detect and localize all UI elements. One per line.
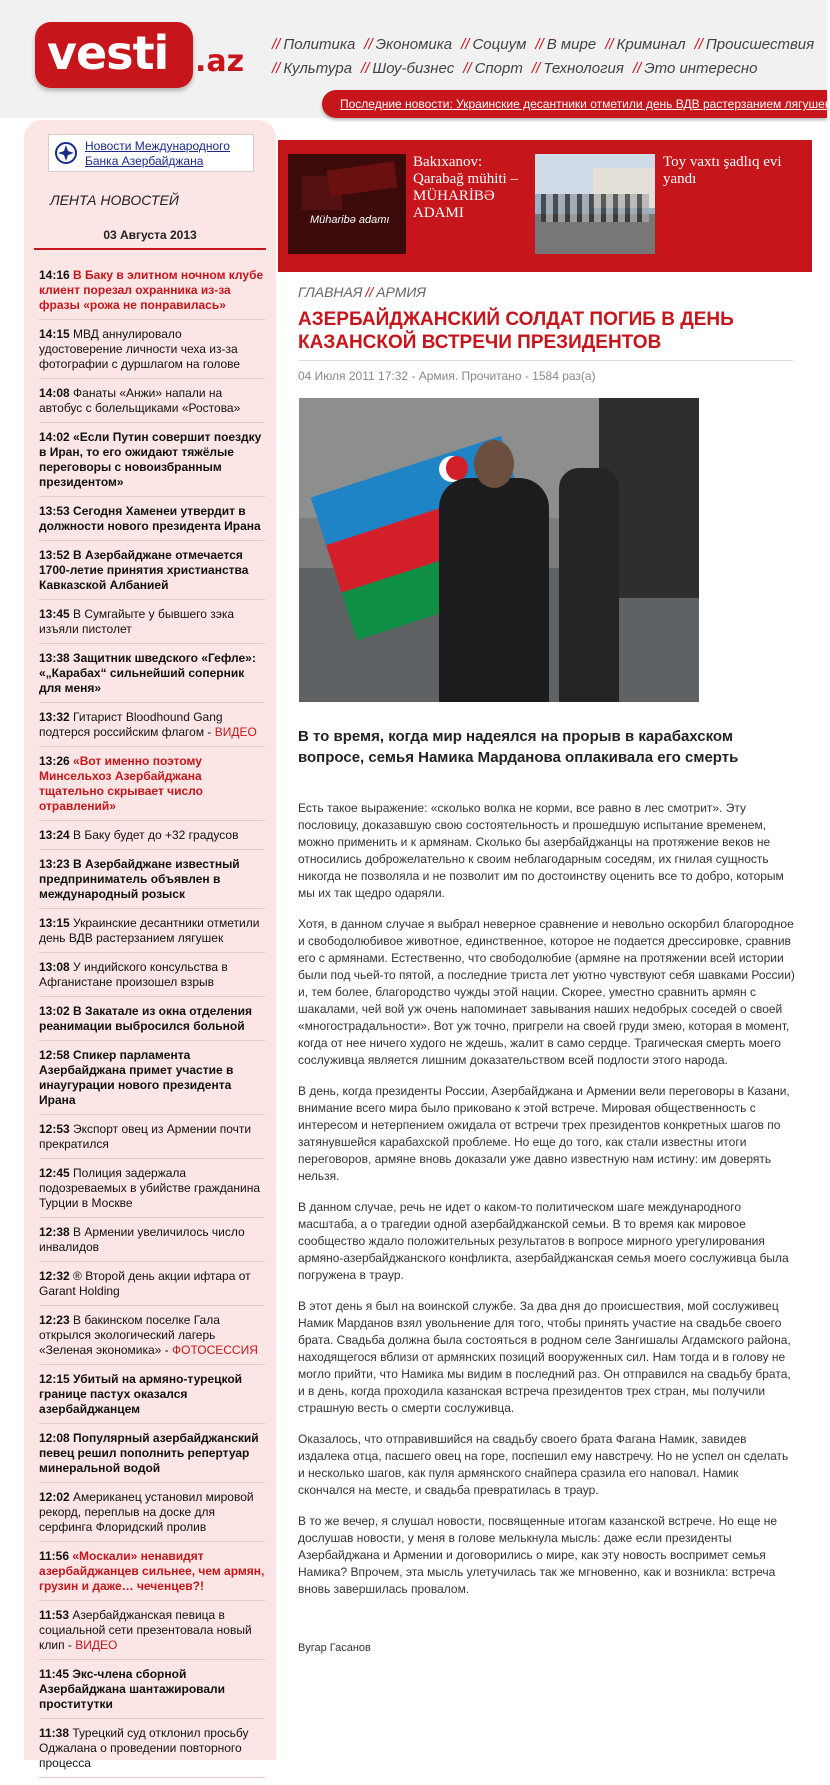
news-headline[interactable]: Азербайджанская певица в социальной сети презентовала новый клип - [39, 1608, 252, 1652]
news-time: 12:08 [39, 1431, 70, 1445]
nav-link[interactable] [605, 36, 685, 60]
news-feed-date: 03 Августа 2013 [103, 228, 197, 242]
ticker-link[interactable]: Последние новости: Украинские десантники отметили день ВДВ растерзанием лягушек [340, 97, 830, 111]
nav-separator: // [535, 36, 544, 53]
news-time: 12:58 [39, 1048, 70, 1062]
news-feed-item[interactable] [39, 1048, 265, 1115]
news-headline[interactable]: В Сумгайыте у бывшего зэка изъяли пистолет [39, 607, 235, 636]
news-headline[interactable]: В бакинском поселке Гала открылся экологический лагерь «Зеленая экономика» - [39, 1313, 220, 1357]
nav-link-label: Экономика [375, 36, 453, 53]
divider [298, 360, 793, 361]
article-paragraph: В день, когда президенты России, Азербайджана и Армении вели переговоры в Казани, внимание всего мира было приковано к этой встрече. Мировая общественность с интересом и нетерпением ожидала от встречи трех президентов конкретных шагов по затянувшейся карабахской проблеме. Но еще до того, как стали известны итоги переговоров, армяне вновь доказали уже давно известную нам истину: им доверять нельзя. [298, 1084, 790, 1183]
news-feed-item[interactable] [39, 548, 265, 600]
breadcrumb-separator: // [365, 284, 374, 300]
news-headline[interactable]: Спикер парламента Азербайджана примет участие в инаугурации нового президента Ирана [39, 1048, 234, 1107]
news-time: 13:45 [39, 607, 70, 621]
news-headline[interactable]: ® Второй день акции ифтара от Garant Holding [39, 1269, 251, 1298]
logo-badge [35, 22, 193, 88]
news-feed-item[interactable] [39, 857, 265, 909]
news-feed-list [39, 268, 265, 1785]
divider [34, 248, 266, 250]
news-time: 13:02 [39, 1004, 70, 1018]
breaking-news-ticker [322, 90, 830, 118]
news-time: 13:15 [39, 916, 70, 930]
nav-separator: // [272, 60, 281, 77]
news-media-tag[interactable]: ВИДЕО [75, 1638, 118, 1652]
news-headline[interactable]: У индийского консульства в Афганистане произошел взрыв [39, 960, 228, 989]
news-feed-item[interactable] [39, 607, 265, 644]
article-paragraph: В этот день я был на воинской службе. За два дня до происшествия, мой сослуживец Намик Марданов взял увольнение для того, чтобы принять участие на свадьбе своего брата. Свадьба должна была состояться в родном селе Зангишалы Агдамского района, находящегося вблизи от армянских позиций вооруженных сил. Нам тогда и в голову не могло прийти, что Намика мы видим в последний раз. Он отправился на свадьбу брата, и в день, когда проходила казанская встреча президентов трех стран, мы получили страшную весть о смерти сослуживца. [298, 1299, 791, 1415]
nav-link-label: В мире [546, 36, 597, 53]
nav-separator: // [272, 36, 281, 53]
news-feed-item[interactable] [39, 1269, 265, 1306]
news-time: 13:08 [39, 960, 70, 974]
news-headline[interactable]: Популярный азербайджанский певец решил пополнить репертуар минеральной водой [39, 1431, 259, 1475]
news-headline[interactable]: В Баку в элитном ночном клубе клиент порезал охранника из-за фразы «рожа не понравилась» [39, 268, 264, 312]
news-time: 14:08 [39, 386, 70, 400]
nav-separator: // [361, 60, 370, 77]
article-title: АЗЕРБАЙДЖАНСКИЙ СОЛДАТ ПОГИБ В ДЕНЬ КАЗАНСКОЙ ВСТРЕЧИ ПРЕЗИДЕНТОВ [298, 309, 734, 353]
news-headline[interactable]: В Азербайджане известный предприниматель объявлен в международный розыск [39, 857, 240, 901]
nav-link-label: Это интересно [644, 60, 758, 77]
news-time: 13:32 [39, 710, 70, 724]
site-header [0, 0, 830, 118]
nav-link-label: Технология [543, 60, 624, 77]
news-feed-item[interactable] [39, 1726, 265, 1778]
news-headline[interactable]: В Армении увеличилось число инвалидов [39, 1225, 245, 1254]
promo-image-wedding-hall[interactable] [535, 154, 655, 254]
breadcrumb-section[interactable]: АРМИЯ [376, 284, 426, 300]
article-author: Вугар Гасанов [298, 1642, 371, 1654]
news-feed-item[interactable] [39, 960, 265, 997]
news-feed-item[interactable] [39, 1431, 265, 1483]
article-paragraph: Оказалось, что отправившийся на свадьбу своего брата Фагана Намик, завидев издалека отца, пасшего овец на горе, поспешил ему навстречу. Но не успел он сделать и несколько шагов, как пуля армянского снайпера сразила его наповал. Намик скончался на месте, и свадьба превратилась в траур. [298, 1432, 789, 1497]
news-time: 11:53 [39, 1608, 70, 1622]
news-time: 13:23 [39, 857, 70, 871]
nav-link[interactable] [272, 36, 355, 60]
nav-link[interactable] [535, 36, 596, 60]
article-paragraph: В данном случае, речь не идет о каком-то политическом шаге международного масштаба, а о трагедии одной азербайджанской семьи. В то время как мировое сообщество ждало положительных результатов в вопросе мирного урегулирования армяно-азербайджанского конфликта, азербайджанская семья моего сослуживца была погружена в траур. [298, 1200, 789, 1282]
nav-link[interactable] [364, 36, 452, 60]
news-time: 13:26 [39, 754, 70, 768]
nav-link[interactable] [695, 36, 815, 60]
news-headline[interactable]: Защитник шведского «Гефле»: «„Карабах“ сильнейший соперник для меня» [39, 651, 256, 695]
promo-image-war-man[interactable] [288, 154, 406, 254]
news-feed-item[interactable] [39, 828, 265, 850]
bank-news-link[interactable]: Новости Международного Банка Азербайджана [85, 139, 230, 168]
news-headline[interactable]: Экспорт овец из Армении почти прекратился [39, 1122, 252, 1151]
news-headline[interactable]: Украинские десантники отметили день ВДВ растерзанием лягушек [39, 916, 260, 945]
news-sidebar [24, 120, 276, 1770]
breadcrumb [298, 284, 426, 300]
logo-domain: .az [195, 44, 245, 79]
news-time: 12:23 [39, 1313, 70, 1327]
nav-link[interactable] [463, 60, 523, 84]
nav-link-label: Социум [472, 36, 527, 53]
news-feed-item[interactable] [39, 386, 265, 423]
nav-link-label: Криминал [616, 36, 686, 53]
nav-link[interactable] [361, 60, 454, 84]
news-time: 12:15 [39, 1372, 70, 1386]
nav-separator: // [463, 60, 472, 77]
nav-link-label: Политика [283, 36, 356, 53]
nav-separator: // [632, 60, 642, 77]
news-time: 13:24 [39, 828, 70, 842]
news-feed-item[interactable] [39, 430, 265, 497]
news-feed-item[interactable] [39, 1549, 265, 1601]
news-headline[interactable]: В Азербайджане отмечается 1700-летие принятия христианства Кавказской Албанией [39, 548, 249, 592]
news-feed-item[interactable] [39, 916, 265, 953]
news-media-tag[interactable]: ФОТОСЕССИЯ [171, 1343, 258, 1357]
news-feed-item[interactable] [39, 1608, 265, 1660]
promo-image-caption: Müharibə adamı [310, 214, 390, 226]
news-feed-item[interactable] [39, 1225, 265, 1262]
article-photo [299, 398, 699, 702]
news-feed-item[interactable] [39, 1004, 265, 1041]
article-body [298, 800, 798, 1612]
news-time: 14:02 [39, 430, 70, 444]
news-time: 14:16 [39, 268, 70, 282]
news-time: 11:56 [39, 1549, 70, 1563]
main-nav [272, 36, 827, 84]
news-feed-item[interactable] [39, 651, 265, 703]
news-headline[interactable]: «Вот именно поэтому Минсельхоз Азербайджана тщательно скрывает число отравлений» [39, 754, 203, 813]
promo-headline-1[interactable]: Bakıxanov: Qarabağ mühiti – MÜHARİBƏ ADAMI [413, 154, 518, 221]
news-headline[interactable]: «Москали» ненавидят азербайджанцев сильнее, чем армян, грузин и даже… чеченцев?! [39, 1549, 265, 1593]
promo-headline-2[interactable]: Toy vaxtı şadlıq evi yandı [663, 154, 782, 187]
news-feed-item[interactable] [39, 754, 265, 821]
news-feed-item[interactable] [39, 1490, 265, 1542]
news-headline[interactable]: Гитарист Bloodhound Gang подтерся российским флагом - [39, 710, 223, 739]
news-headline[interactable]: Сегодня Хаменеи утвердит в должности нового президента Ирана [39, 504, 261, 533]
article-lead: В то время, когда мир надеялся на прорыв в карабахском вопросе, семья Намика Марданова оплакивала его смерть [298, 728, 739, 766]
logo-text: vesti [47, 26, 169, 80]
nav-separator: // [694, 36, 703, 53]
news-feed-item[interactable] [39, 1166, 265, 1218]
nav-separator: // [531, 60, 541, 77]
bank-logo-icon [54, 141, 78, 165]
news-headline[interactable]: Полиция задержала подозреваемых в убийстве гражданина Турции в Москве [39, 1166, 261, 1210]
nav-link-label: Шоу-бизнес [372, 60, 455, 77]
news-headline[interactable]: Американец установил мировой рекорд, переплыв на доске для серфинга Флоридский пролив [39, 1490, 254, 1534]
news-time: 12:38 [39, 1225, 70, 1239]
nav-separator: // [461, 36, 470, 53]
news-feed-item[interactable] [39, 1122, 265, 1159]
news-time: 14:15 [39, 327, 70, 341]
breadcrumb-home[interactable]: ГЛАВНАЯ [298, 284, 363, 300]
news-time: 12:02 [39, 1490, 70, 1504]
news-headline[interactable]: В Баку будет до +32 градусов [73, 828, 239, 842]
nav-link[interactable] [532, 60, 624, 84]
bank-news-banner[interactable] [48, 134, 254, 172]
news-feed-item[interactable] [39, 1667, 265, 1719]
article-meta: 04 Июля 2011 17:32 - Армия. Прочитано - 1584 раз(а) [298, 369, 596, 383]
news-headline[interactable]: Убитый на армяно-турецкой границе пастух оказался азербайджанцем [39, 1372, 243, 1416]
news-time: 12:53 [39, 1122, 70, 1136]
article-paragraph: Есть такое выражение: «сколько волка не корми, все равно в лес смотрит». Эту пословицу, доказавшую свою состоятельность и прошедшую испытание временем, можно применить и к армянам. Сколько бы азербайджанцы на протяжение веков не относились доброжелательно к своим неблагодарным соседям, их гнилая сущность никогда не позволяла и не позволит им по достоинству оценить все то добро, которым мы их так щедро одаряли. [298, 801, 784, 900]
news-feed-item[interactable] [39, 1372, 265, 1424]
news-media-tag[interactable]: ВИДЕО [214, 725, 257, 739]
news-feed-item[interactable] [39, 268, 265, 320]
nav-link-label: Спорт [474, 60, 523, 77]
news-headline[interactable]: В Закатале из окна отделения реанимации выбросился больной [39, 1004, 253, 1033]
news-feed-item[interactable] [39, 1313, 265, 1365]
news-time: 13:53 [39, 504, 70, 518]
nav-link-label: Культура [283, 60, 353, 77]
nav-link-label: Происшествия [705, 36, 815, 53]
article-paragraph: Хотя, в данном случае я выбрал неверное сравнение и невольно оскорбил благородное и свободолюбивое животное, единственное, которое не подается дрессировке, сравнив его с армянами. Естественно, что свободолюбие (армяне на протяжении всей истории были под чьей-то пятой, а последние триста лет уютно чувствуют себя шавками России) и, тем более, благородство чужды этой нации. Скорее, уместно сравнить армян с шакалами, чей вой уж очень напоминает завывания наших недобрых соседей о своей «многострадальности». Вот уж точно, пригрели на своей груди змею, которая в момент, когда от нее ничего худого не ждешь, жалит в само сердце. Трагическая смерть моего сослуживца является лишним доказательством всей подлости этого народа. [298, 917, 795, 1067]
news-time: 13:52 [39, 548, 70, 562]
news-time: 11:45 [39, 1667, 70, 1681]
nav-link[interactable] [461, 36, 526, 60]
news-time: 12:32 [39, 1269, 70, 1283]
article-paragraph: В то же вечер, я слушал новости, посвященные итогам казанской встрече. Но еще не дослушав новости, у меня в голове мелькнула мысль: даже если президенты Азербайджана и Армении и договорились о мире, как эту новость воспримет семья Намика? Впрочем, эта мысль улетучилась так же мгновенно, как и возникла: встреча вновь завершилась провалом. [298, 1514, 778, 1596]
news-headline[interactable]: «Если Путин совершит поездку в Иран, то его ожидают тяжёлые переговоры с новоизбранным президентом» [39, 430, 262, 489]
nav-row-bottom [272, 60, 827, 84]
news-headline[interactable]: МВД аннулировало удостоверение личности чеха из-за фотографии с дуршлагом на голове [39, 327, 241, 371]
news-feed-item[interactable] [39, 710, 265, 747]
news-headline[interactable]: Экс-члена сборной Азербайджана шантажировали проститутки [39, 1667, 226, 1711]
nav-row-top [272, 36, 827, 60]
news-feed-item[interactable] [39, 327, 265, 379]
nav-separator: // [605, 36, 614, 53]
promo-banner [278, 140, 812, 272]
news-feed-title: ЛЕНТА НОВОСТЕЙ [50, 192, 179, 208]
news-headline[interactable]: Фанаты «Анжи» напали на автобус с болельщиками «Ростова» [39, 386, 241, 415]
news-time: 11:38 [39, 1726, 70, 1740]
news-time: 13:38 [39, 651, 70, 665]
news-feed-item[interactable] [39, 504, 265, 541]
site-logo[interactable] [35, 22, 245, 92]
nav-link[interactable] [633, 60, 758, 84]
nav-separator: // [364, 36, 373, 53]
nav-link[interactable] [272, 60, 352, 84]
news-time: 12:45 [39, 1166, 70, 1180]
news-headline[interactable]: Турецкий суд отклонил просьбу Оджалана о проведении повторного процесса [39, 1726, 249, 1770]
